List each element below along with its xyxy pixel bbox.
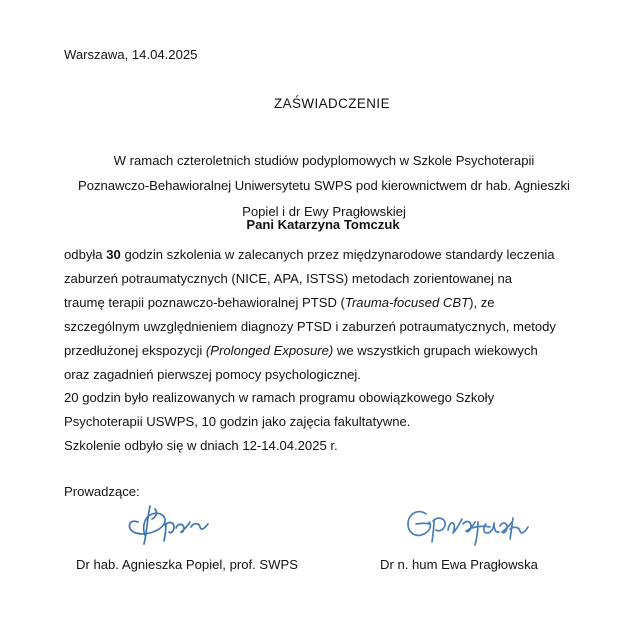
signatures-label: Prowadzące:	[64, 484, 140, 499]
page-title: ZAŚWIADCZENIE	[274, 96, 390, 111]
body-line-3-part-b: ), ze	[469, 294, 495, 310]
body-line-5-part-b: we wszystkich grupach wiekowych	[333, 342, 538, 358]
intro-line-3: Popiel i dr Ewy Pragłowskiej	[242, 203, 406, 219]
signatory-name-praglowska: Dr n. hum Ewa Pragłowska	[380, 557, 538, 572]
body-line-4: szczególnym uwzględnieniem diagnozy PTSD i zaburzeń potraumatycznych, metody	[64, 318, 556, 334]
body-line-3	[64, 291, 588, 315]
place-and-date: Warszawa, 14.04.2025	[64, 47, 198, 62]
hours-count: 30	[106, 247, 121, 262]
body-paragraph-1	[64, 243, 588, 386]
body-paragraph-2	[64, 386, 588, 434]
body-line-1	[64, 243, 588, 267]
body-paragraph-3	[64, 434, 588, 458]
intro-paragraph	[64, 148, 584, 224]
paragraph2-line-1: 20 godzin było realizowanych w ramach programu obowiązkowego Szkoły	[64, 390, 495, 405]
signature-popiel	[114, 500, 234, 548]
intro-line-2: Poznawczo-Behawioralnej Uniwersytetu SWPS pod kierownictwem dr hab. Agnieszki	[78, 178, 570, 194]
signature-praglowska	[400, 500, 540, 552]
paragraph2-line-2: Psychoterapii USWPS, 10 godzin jako zajęcia fakultatywne.	[64, 413, 411, 429]
signatory-name-popiel: Dr hab. Agnieszka Popiel, prof. SWPS	[76, 557, 298, 572]
body-line-3-part-a: traumę terapii poznawczo-behawioralnej PTSD (	[64, 294, 345, 310]
intro-line-1: W ramach czteroletnich studiów podyplomowych w Szkole Psychoterapii	[113, 153, 535, 168]
body-line-2: zaburzeń potraumatycznych (NICE, APA, ISTSS) metodach zorientowanej na	[64, 270, 513, 286]
signature-row	[64, 500, 584, 560]
body-line-5-part-a: przedłużonej ekspozycji	[64, 342, 206, 358]
body-line-6: oraz zagadnień pierwszej pomocy psychologicznej.	[64, 366, 361, 382]
term-prolonged-exposure: (Prolonged Exposure)	[205, 342, 334, 358]
training-dates-line: Szkolenie odbyło się w dniach 12-14.04.2025 r.	[64, 438, 338, 453]
term-trauma-focused-cbt: Trauma-focused CBT	[344, 294, 470, 310]
body-line-5	[64, 339, 588, 363]
body-line-1-part-a: odbyła	[64, 247, 107, 262]
body-line-1-part-b: godzin szkolenia w zalecanych przez międzynarodowe standardy leczenia	[120, 247, 555, 262]
recipient-name: Pani Katarzyna Tomczuk	[246, 217, 400, 232]
signatory-names-row	[64, 557, 588, 575]
